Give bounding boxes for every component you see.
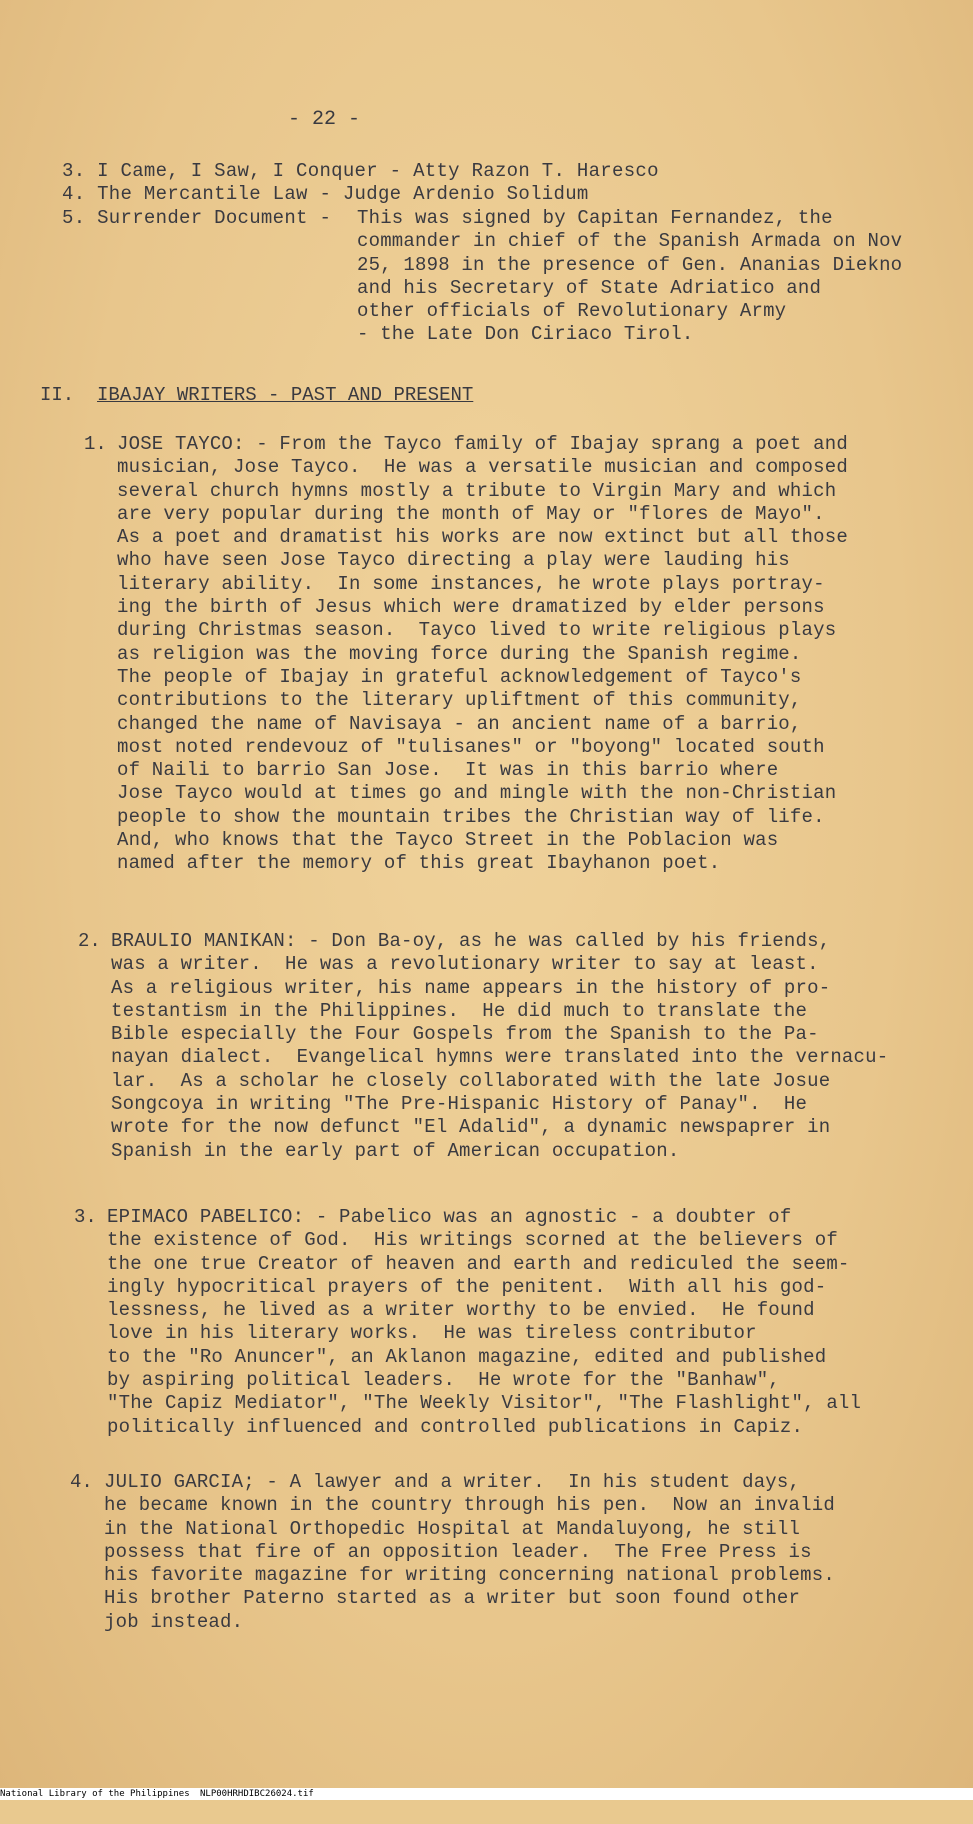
writer-number: 2. [78,930,101,952]
text-line: lessness, he lived as a writer worthy to be envied. He found [107,1299,815,1322]
text-line: the existence of God. His writings scorned at the believers of [107,1229,838,1252]
item-number: 4. [62,183,86,205]
text-line: As a religious writer, his name appears in the history of pro- [111,976,831,999]
text-line: This was signed by Capitan Fernandez, the [357,207,833,229]
text-line: contributions to the literary upliftment of this community, [117,689,802,712]
text-line: His brother Paterno started as a writer but soon found other [104,1587,801,1610]
section-heading [40,384,473,406]
text-line: changed the name of Navisaya - an ancient name of a barrio, [117,712,802,735]
text-line: "The Capiz Mediator", "The Weekly Visitor", "The Flashlight", all [107,1392,862,1415]
surrender-document-text [357,207,902,347]
text-line: his favorite magazine for writing concerning national problems. [104,1564,835,1587]
text-line: he became known in the country through his pen. Now an invalid [104,1494,835,1517]
writer-entry-braulio-manikan [111,930,888,1163]
section-roman: II. [40,384,75,406]
item-label: The Mercantile Law - [97,183,332,205]
item-label: I Came, I Saw, I Conquer - [97,160,402,182]
text-line: literary ability. In some instances, he wrote plays portray- [117,572,825,595]
text-line: musician, Jose Tayco. He was a versatile musician and composed [117,456,848,479]
text-line: several church hymns mostly a tribute to Virgin Mary and which [117,479,837,502]
text-line: lar. As a scholar he closely collaborated with the late Josue [111,1069,831,1092]
text-line: EPIMACO PABELICO: - Pabelico was an agnostic - a doubter of [107,1206,792,1228]
item-number: 3. [62,160,86,182]
page-number: - 22 - [288,108,361,131]
text-line: ing the birth of Jesus which were dramatized by elder persons [117,596,825,619]
text-line: in the National Orthopedic Hospital at Mandaluyong, he still [104,1517,801,1540]
text-line: as religion was the moving force during the Spanish regime. [117,642,802,665]
text-line: people to show the mountain tribes the Christian way of life. [117,805,825,828]
text-line: As a poet and dramatist his works are now extinct but all those [117,526,848,549]
text-line: And, who knows that the Tayco Street in the Poblacion was [117,829,779,852]
item-label: Surrender Document - [97,207,332,229]
item-number: 5. [62,207,86,229]
section-title: IBAJAY WRITERS - PAST AND PRESENT [97,384,474,406]
text-line: who have seen Jose Tayco directing a play were lauding his [117,549,790,572]
text-line: most noted rendevouz of "tulisanes" or "boyong" located south [117,735,825,758]
item-text: Judge Ardenio Solidum [342,183,589,205]
scan-footer [0,1788,973,1800]
text-line: Jose Tayco would at times go and mingle with the non-Christian [117,782,837,805]
text-line: Songcoya in writing "The Pre-Hispanic History of Panay". He [111,1093,808,1116]
text-line: JOSE TAYCO: - From the Tayco family of Ibajay sprang a poet and [117,433,848,455]
text-line: by aspiring political leaders. He wrote for the "Banhaw", [107,1369,780,1392]
writer-entry-epimaco-pabelico [107,1206,861,1439]
text-line: commander in chief of the Spanish Armada on Nov [357,230,903,253]
writer-number: 4. [70,1471,93,1493]
writer-entry-jose-tayco [117,433,848,876]
text-line: and his Secretary of State Adriatico and [357,276,822,299]
top-list-item [62,207,331,229]
footer-filename: NLP00HRHDIBC26024.tif [200,1789,314,1799]
text-line: named after the memory of this great Ibayhanon poet. [117,852,721,875]
writer-number: 3. [74,1206,97,1228]
text-line: The people of Ibajay in grateful acknowledgement of Tayco's [117,665,802,688]
text-line: - the Late Don Ciriaco Tirol. [357,323,694,346]
text-line: BRAULIO MANIKAN: - Don Ba-oy, as he was called by his friends, [111,930,831,952]
top-list-item [62,183,589,205]
text-line: love in his literary works. He was tireless contributor [107,1322,757,1345]
text-line: 25, 1898 in the presence of Gen. Ananias Diekno [357,253,903,276]
footer-library: National Library of the Philippines [0,1789,190,1799]
text-line: JULIO GARCIA; - A lawyer and a writer. In his student days, [104,1471,801,1493]
text-line: job instead. [104,1610,244,1633]
text-line: possess that fire of an opposition leader. The Free Press is [104,1540,812,1563]
text-line: the one true Creator of heaven and earth and rediculed the seem- [107,1252,850,1275]
top-list-item [62,160,659,182]
text-line: Spanish in the early part of American occupation. [111,1139,680,1162]
text-line: during Christmas season. Tayco lived to write religious plays [117,619,837,642]
text-line: politically influenced and controlled publications in Capiz. [107,1415,804,1438]
text-line: are very popular during the month of May or "flores de Mayo". [117,502,825,525]
text-line: of Naili to barrio San Jose. It was in this barrio where [117,759,779,782]
text-line: nayan dialect. Evangelical hymns were translated into the vernacu- [111,1046,889,1069]
text-line: other officials of Revolutionary Army [357,300,787,323]
item-text: Atty Razon T. Haresco [413,160,659,182]
text-line: testantism in the Philippines. He did much to translate the [111,999,808,1022]
text-line: was a writer. He was a revolutionary writer to say at least. [111,953,819,976]
text-line: Bible especially the Four Gospels from the Spanish to the Pa- [111,1023,819,1046]
text-line: to the "Ro Anuncer", an Aklanon magazine, edited and published [107,1345,827,1368]
writer-entry-julio-garcia [104,1471,835,1634]
text-line: wrote for the now defunct "El Adalid", a dynamic newspaprer in [111,1116,831,1139]
writer-number: 1. [84,433,107,455]
text-line: ingly hypocritical prayers of the penitent. With all his god- [107,1275,827,1298]
